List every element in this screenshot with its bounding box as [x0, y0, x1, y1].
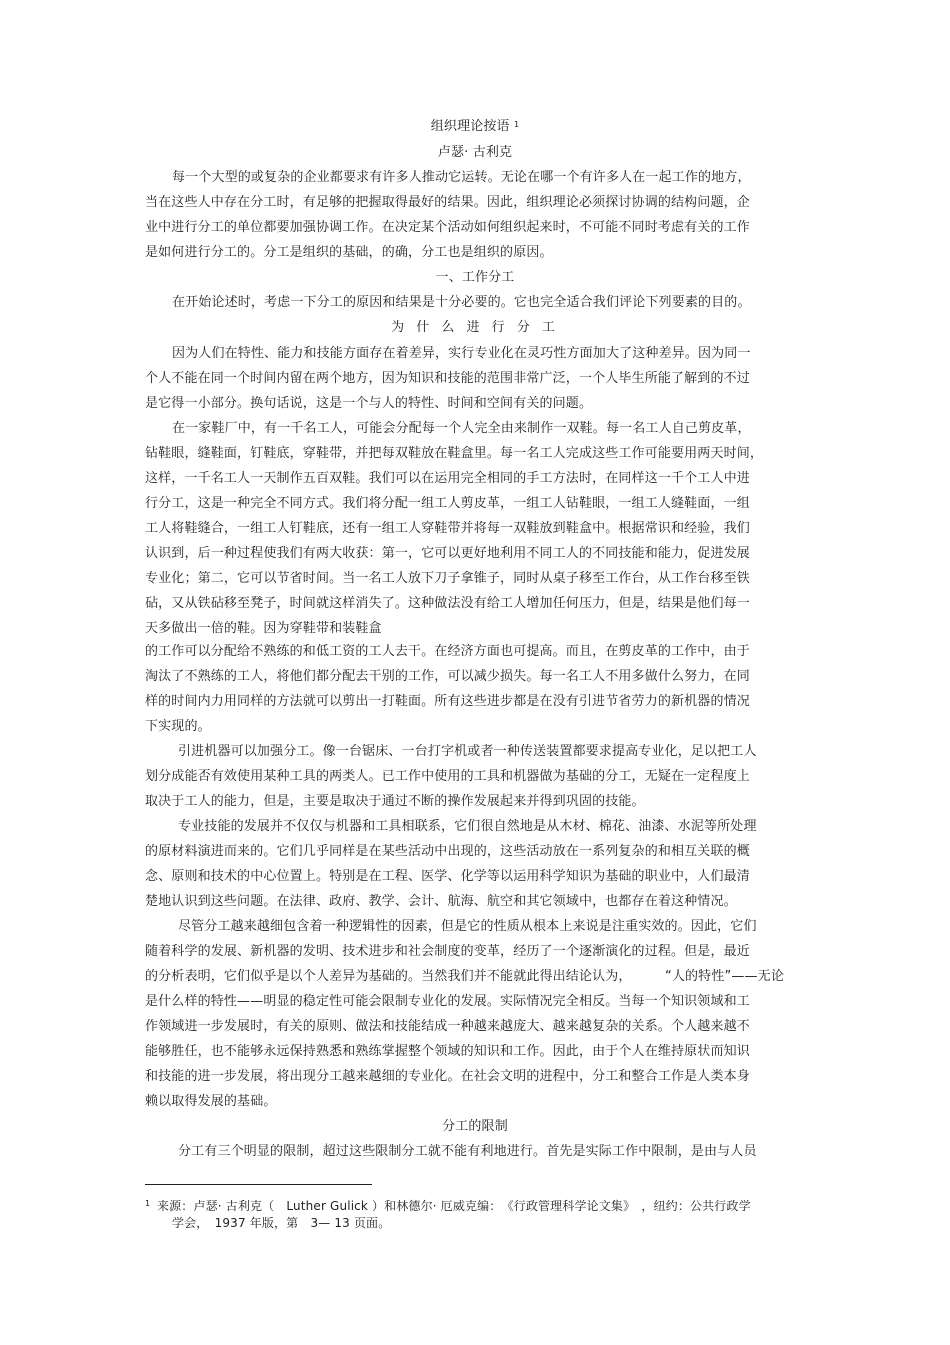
why-para3-line-2: 划分成能否有效使用某种工具的两类人。已工作中使用的工具和机器做为基础的分工，无疑在一定程度上 — [145, 769, 750, 784]
intro-line-2: 当在这些人中存在分工时，有足够的把握取得最好的结果。因此，组织理论必须探讨协调的结构问题，企 — [145, 195, 750, 210]
why-para1-line-2: 个人不能在同一个时间内留在两个地方，因为知识和技能的范围非常广泛，一个人毕生所能了解到的不过 — [145, 371, 750, 386]
section-heading-division-of-work: 一、工作分工 — [435, 270, 515, 285]
why-para5-quote-fragment: “人的特性”——无论 — [665, 969, 784, 984]
why-para5-line-5: 作领域进一步发展时，有关的原则、做法和技能结成一种越来越庞大、越来越复杂的关系。个人越来越不 — [145, 1019, 750, 1034]
why-para5-line-2: 随着科学的发展、新机器的发明、技术进步和社会制度的变革，经历了一个逐渐演化的过程。但是，最近 — [145, 944, 750, 959]
why-para2-line-6: 认识到，后一种过程使我们有两大收获：第一，它可以更好地利用不同工人的不同技能和能力，促进发展 — [145, 546, 750, 561]
footnote-marker: 1 — [145, 1199, 151, 1208]
why-para2-line-11: 淘汰了不熟练的工人，将他们都分配去干别的工作，可以减少损失。每一名工人不用多做什么努力，在同 — [145, 669, 750, 684]
why-para4-line-1: 专业技能的发展并不仅仅与机器和工具相联系，它们很自然地是从木材、棉花、油漆、水泥等所处理 — [178, 819, 757, 834]
why-para4-line-2: 的原材料演进而来的。它们几乎同样是在某些活动中出现的，这些活动放在一系列复杂的和相互关联的概 — [145, 844, 750, 859]
why-para5-line-6: 能够胜任，也不能够永远保持熟悉和熟练掌握整个领域的知识和工作。因此，由于个人在维持原状而知识 — [145, 1044, 750, 1059]
why-para5-line-4: 是什么样的特性——明显的稳定性可能会限制专业化的发展。实际情况完全相反。当每一个知识领域和工 — [145, 994, 750, 1009]
why-para2-line-4: 行分工，这是一种完全不同方式。我们将分配一组工人剪皮革，一组工人钻鞋眼，一组工人缝鞋面，一组 — [145, 496, 750, 511]
why-para2-line-7: 专业化；第二，它可以节省时间。当一名工人放下刀子拿锥子，同时从桌子移至工作台，从工作台移至铁 — [145, 571, 750, 586]
why-para2-line-10: 的工作可以分配给不熟练的和低工资的工人去干。在经济方面也可提高。而且，在剪皮革的工作中，由于 — [145, 644, 750, 659]
subheading-why-divide-work: 为 什 么 进 行 分 工 — [391, 320, 559, 335]
why-para4-line-4: 楚地认识到这些问题。在法律、政府、教学、会计、航海、航空和其它领域中，也都存在着这种情况。 — [145, 894, 737, 909]
footnote-divider — [145, 1184, 372, 1185]
why-para2-line-8: 砧，又从铁砧移至凳子，时间就这样消失了。这种做法没有给工人增加任何压力，但是，结果是他们每一 — [145, 596, 750, 611]
why-para2-line-12: 样的时间内力用同样的方法就可以剪出一打鞋面。所有这些进步都是在没有引进节省劳力的新机器的情况 — [145, 694, 750, 709]
intro-line-3: 业中进行分工的单位都要加强协调工作。在决定某个活动如何组织起来时，不可能不同时考虑有关的工作 — [145, 220, 750, 235]
author-line: 卢瑟· 古利克 — [437, 145, 513, 160]
section-intro-line: 在开始论述时，考虑一下分工的原因和结果是十分必要的。它也完全适合我们评论下列要素的目的。 — [172, 295, 751, 310]
footnote-line-2: 学会， 1937 年版，第 3— 13 页面。 — [172, 1216, 391, 1230]
why-para2-line-3: 这样，一千名工人一天制作五百双鞋。我们可以在运用完全相同的手工方法时，在同样这一千个工人中进 — [145, 471, 750, 486]
why-para5-line-8: 赖以取得发展的基础。 — [145, 1094, 277, 1109]
limits-para1-line-1: 分工有三个明显的限制，超过这些限制分工就不能有利地进行。首先是实际工作中限制，是由与人员 — [178, 1144, 757, 1159]
why-para1-line-3: 是它得一小部分。换句话说，这是一个与人的特性、时间和空间有关的问题。 — [145, 396, 593, 411]
why-para2-line-5: 工人将鞋缝合，一组工人钉鞋底，还有一组工人穿鞋带并将每一双鞋放到鞋盒中。根据常识和经验，我们 — [145, 521, 750, 536]
footnote-reference[interactable]: 1 — [513, 120, 520, 129]
why-para2-line-9: 天多做出一倍的鞋。因为穿鞋带和装鞋盒 — [145, 621, 382, 636]
why-para5-line-1: 尽管分工越来越细包含着一种逻辑性的因素，但是它的性质从根本上来说是注重实效的。因此，它们 — [178, 919, 757, 934]
document-title — [0, 118, 950, 136]
footnote-line-1: 来源：卢瑟· 古利克（ Luther Gulick ）和林德尔· 厄威克编： 《行政管理科学论文集》 ，纽约：公共行政学 — [157, 1199, 751, 1213]
why-para3-line-3: 取决于工人的能力，但是，主要是取决于通过不断的操作发展起来并得到巩固的技能。 — [145, 794, 645, 809]
why-para2-line-2: 钻鞋眼，缝鞋面，钉鞋底，穿鞋带，并把每双鞋放在鞋盒里。每一名工人完成这些工作可能要用两天时间， — [145, 446, 764, 461]
why-para5-line-3: 的分析表明，它们似乎是以个人差异为基础的。当然我们并不能就此得出结论认为， — [145, 969, 632, 984]
title-text: 组织理论按语 — [430, 119, 510, 134]
intro-line-1: 每一个大型的或复杂的企业都要求有许多人推动它运转。无论在哪一个有许多人在一起工作的地方， — [172, 170, 751, 185]
why-para2-line-1: 在一家鞋厂中，有一千名工人，可能会分配每一个人完全由来制作一双鞋。每一名工人自己剪皮革， — [172, 421, 751, 436]
subheading-limits-of-division: 分工的限制 — [442, 1119, 508, 1134]
why-para3-line-1: 引进机器可以加强分工。像一台锯床、一台打字机或者一种传送装置都要求提高专业化，足以把工人 — [178, 744, 757, 759]
why-para5-line-7: 和技能的进一步发展，将出现分工越来越细的专业化。在社会文明的进程中，分工和整合工作是人类本身 — [145, 1069, 750, 1084]
why-para2-line-13: 下实现的。 — [145, 719, 211, 734]
why-para4-line-3: 念、原则和技术的中心位置上。特别是在工程、医学、化学等以运用科学知识为基础的职业中，人们最清 — [145, 869, 750, 884]
why-para1-line-1: 因为人们在特性、能力和技能方面存在着差异，实行专业化在灵巧性方面加大了这种差异。因为同一 — [172, 346, 751, 361]
intro-line-4: 是如何进行分工的。分工是组织的基础，的确，分工也是组织的原因。 — [145, 245, 553, 260]
